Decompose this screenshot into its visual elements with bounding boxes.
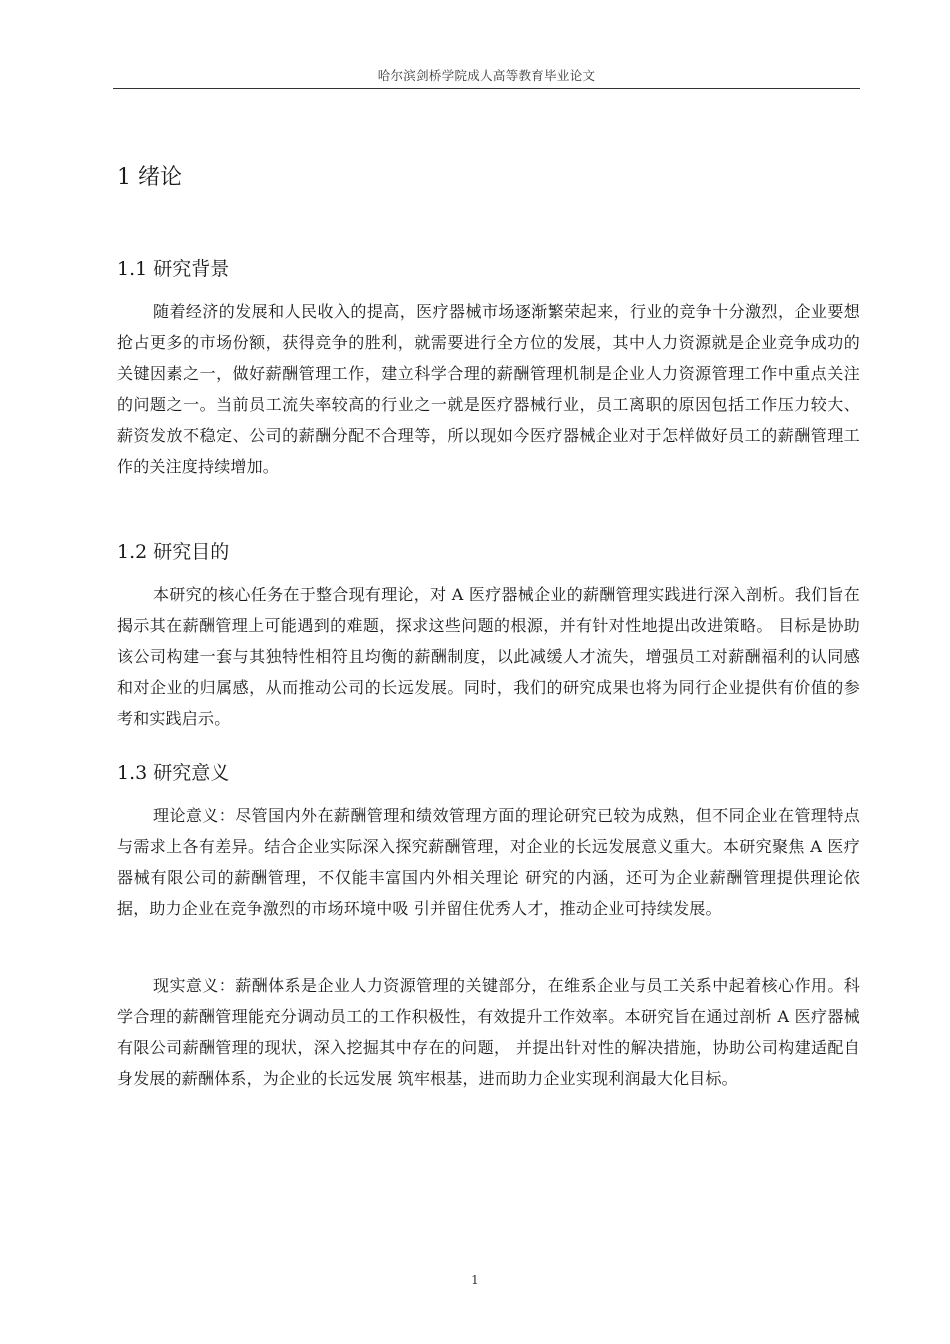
section-title-purpose: 1.2 研究目的 — [117, 541, 230, 563]
chapter-title: 1 绪论 — [117, 165, 182, 190]
paragraph-theoretical-significance: 理论意义：尽管国内外在薪酬管理和绩效管理方面的理论研究已较为成熟，但不同企业在管理特点与需求上各有差异。结合企业实际深入探究薪酬管理，对企业的长远发展意义重大。本研究聚焦 A 医疗器械有限公司的薪酬管理，不仅能丰富国内外相关理论 研究的内涵，还可为企业薪酬管理提供理论依据，助力企业在竞争激烈的市场环境中吸 引并留住优秀人才，推动企业可持续发展。 — [117, 806, 860, 918]
header-divider — [113, 88, 860, 89]
section-title-background: 1.1 研究背景 — [117, 258, 230, 280]
page-number: 1 — [471, 1273, 479, 1287]
paragraph-background: 随着经济的发展和人民收入的提高，医疗器械市场逐渐繁荣起来，行业的竞争十分激烈，企业要想抢占更多的市场份额，获得竞争的胜利，就需要进行全方位的发展，其中人力资源就是企业竞争成功的关键因素之一，做好薪酬管理工作，建立科学合理的薪酬管理机制是企业人力资源管理工作中重点关注的问题之一。当前员工流失率较高的行业之一就是医疗器械行业，员工离职的原因包括工作压力较大、薪资发放不稳定、公司的薪酬分配不合理等，所以现如今医疗器械企业对于怎样做好员工的薪酬管理工作的关注度持续增加。 — [117, 302, 860, 476]
paragraph-practical-significance: 现实意义：薪酬体系是企业人力资源管理的关键部分，在维系企业与员工关系中起着核心作用。科学合理的薪酬管理能充分调动员工的工作积极性，有效提升工作效率。本研究旨在通过剖析 A 医疗器械有限公司薪酬管理的现状，深入挖掘其中存在的问题， 并提出针对性的解决措施，协助公司构建适配自身发展的薪酬体系，为企业的长远发展 筑牢根基，进而助力企业实现利润最大化目标。 — [117, 976, 860, 1088]
paragraph-purpose: 本研究的核心任务在于整合现有理论，对 A 医疗器械企业的薪酬管理实践进行深入剖析。我们旨在揭示其在薪酬管理上可能遇到的难题，探求这些问题的根源，并有针对性地提出改进策略。 目标是协助该公司构建一套与其独特性相符且均衡的薪酬制度，以此减缓人才流失，增强员工对薪酬福利的认同感和对企业的归属感，从而推动公司的长远发展。同时，我们的研究成果也将为同行企业提供有价值的参考和实践启示。 — [117, 585, 860, 728]
section-title-significance: 1.3 研究意义 — [117, 762, 230, 784]
running-header: 哈尔滨剑桥学院成人高等教育毕业论文 — [377, 68, 596, 83]
